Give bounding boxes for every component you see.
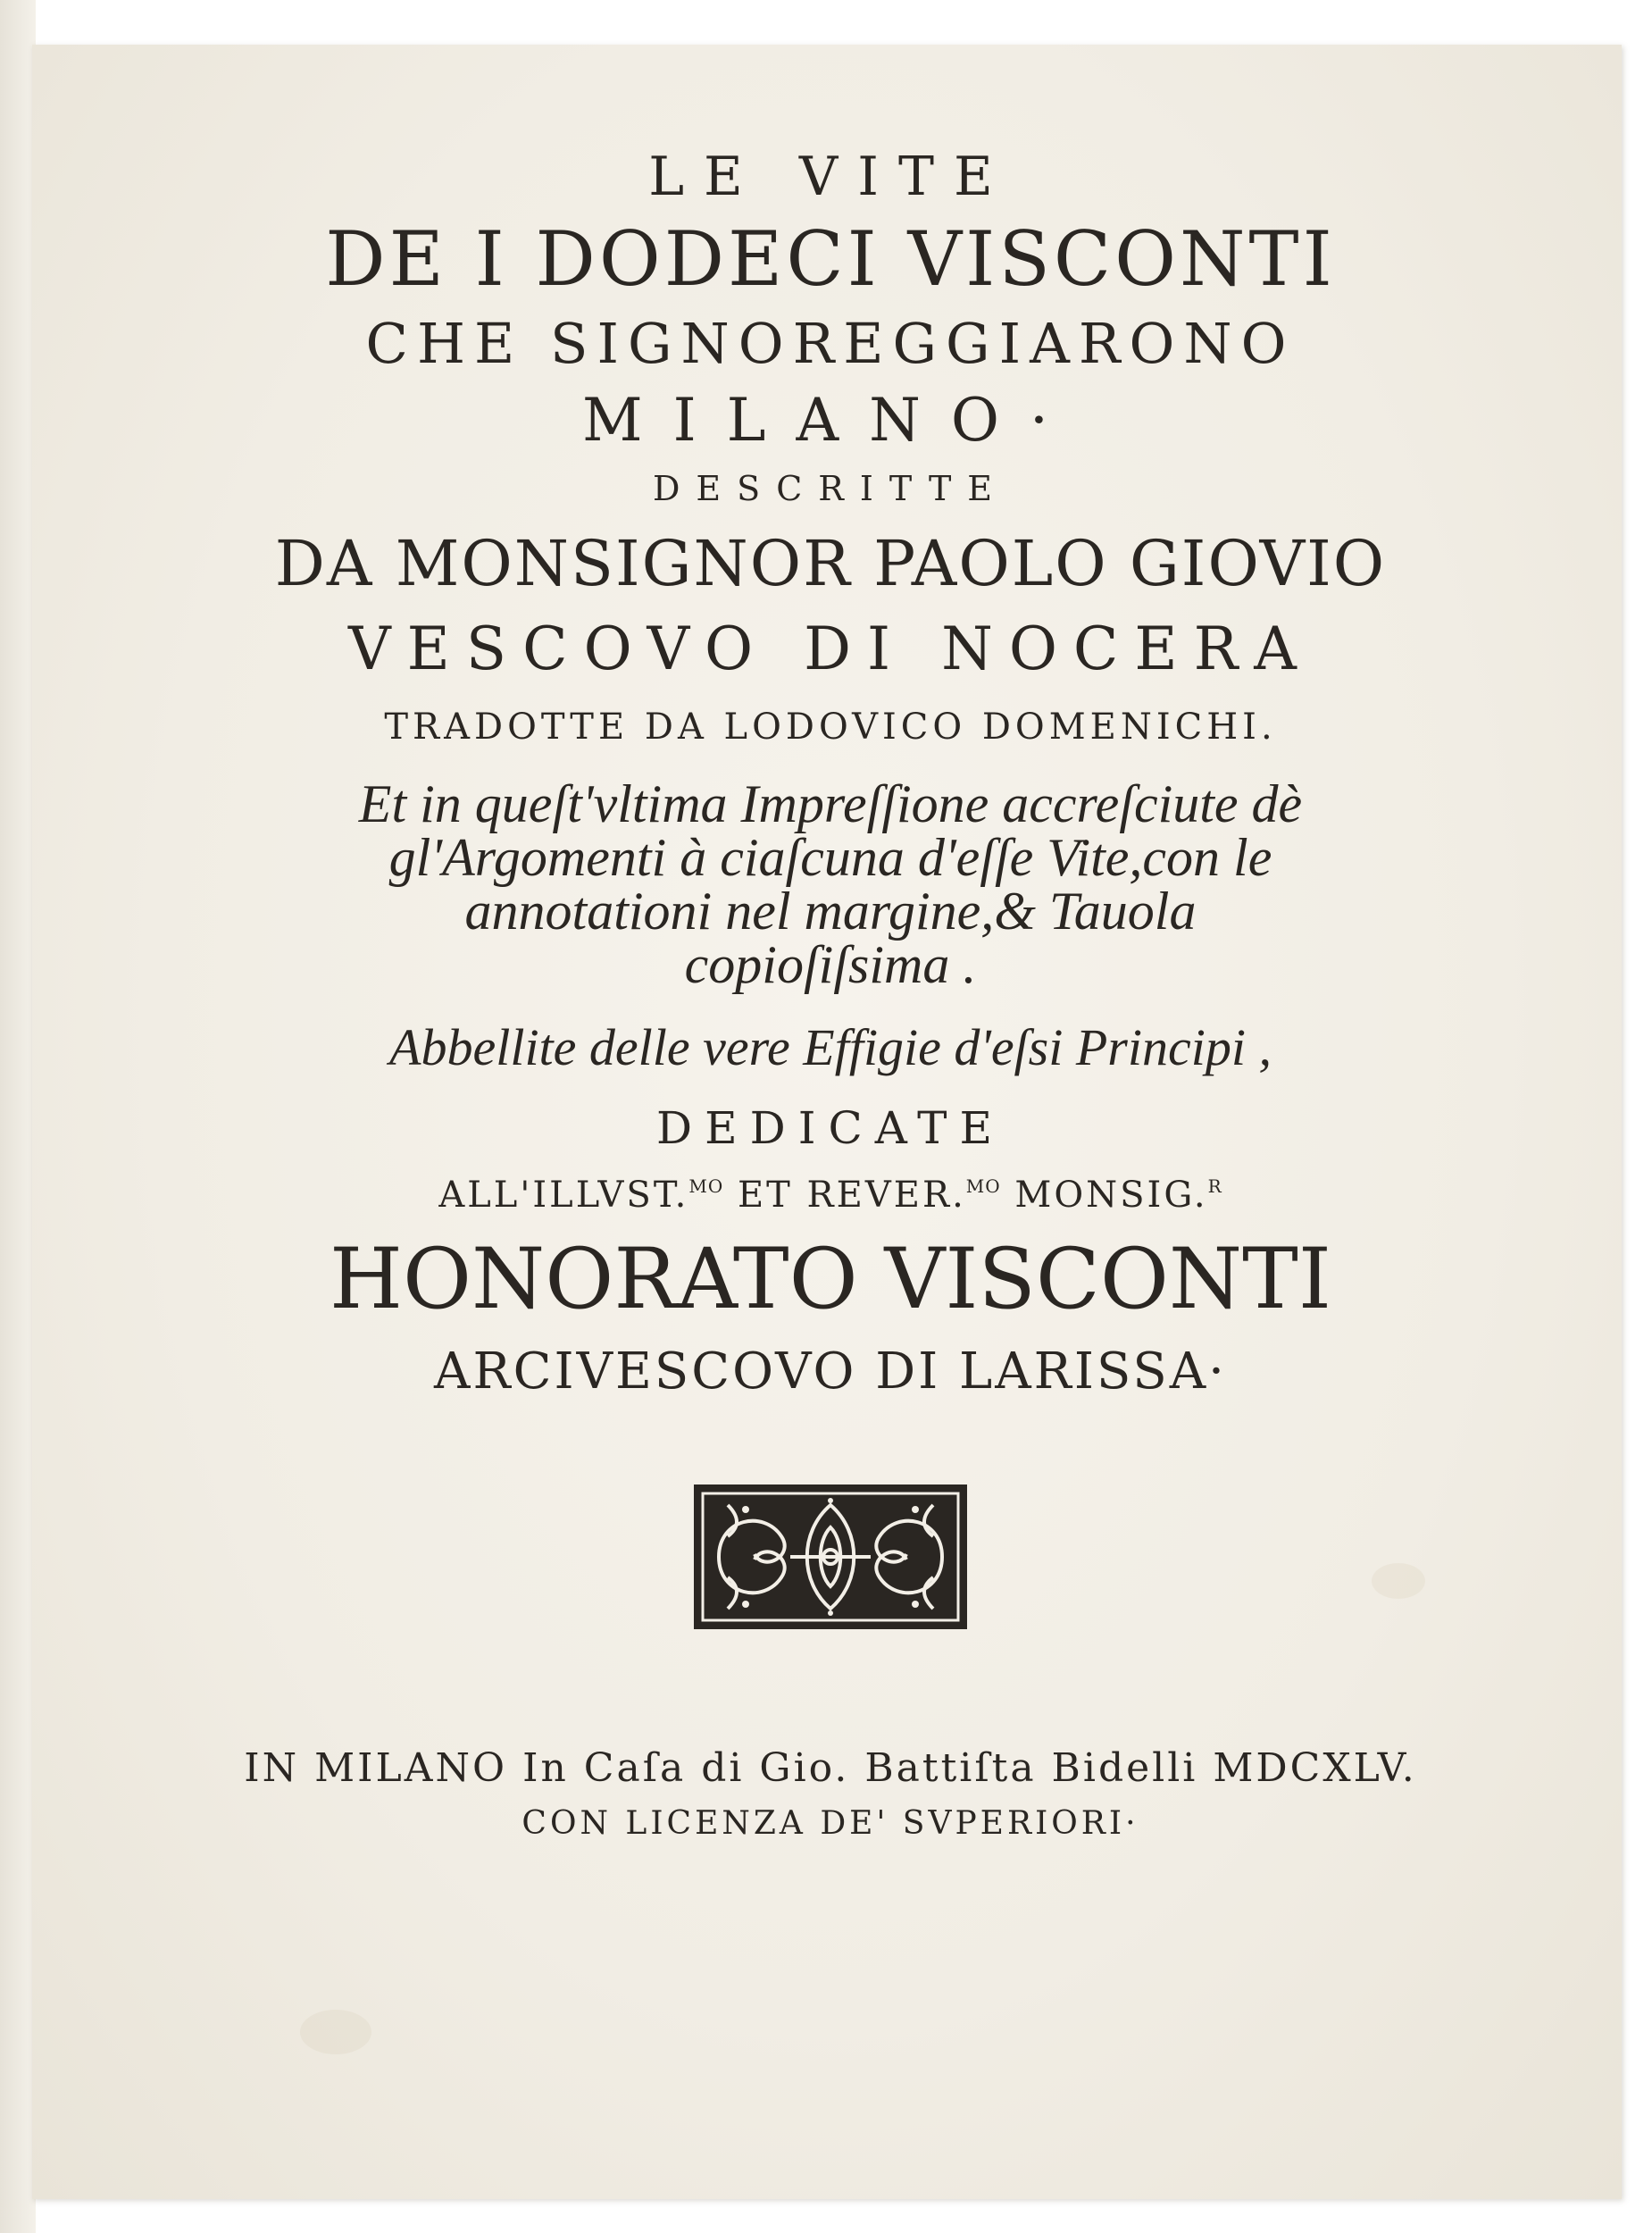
title-line-signoreggiarono: CHE SIGNOREGGIARONO	[365, 311, 1296, 376]
edition-note-line: annotationi nel margine,& Tauola	[464, 882, 1197, 941]
title-line-descritte: DESCRITTE	[652, 469, 1009, 508]
dedication-part: ALL'ILLVST.	[438, 1175, 689, 1216]
license-line: CON LICENZA DE' SVPERIORI·	[521, 1805, 1139, 1842]
dedication-part: MONSIG.	[1000, 1175, 1208, 1216]
translator-line: TRADOTTE DA LODOVICO DOMENICHI.	[384, 707, 1277, 748]
title-line-le-vite: LE VITE	[648, 146, 1013, 208]
printers-ornament-icon	[692, 1483, 969, 1631]
edition-note-line: Et in queſt'vltima Impreſſione accreſciute dè	[358, 774, 1303, 833]
paper-stain	[300, 2010, 371, 2054]
imprint-line: IN MILANO In Caſa di Gio. Battiſta Bidelli MDCXLV.	[244, 1745, 1417, 1791]
embellished-line: Abbellite delle vere Effigie d'eſsi Principi ,	[389, 1018, 1272, 1076]
dedicatee-title: ARCIVESCOVO DI LARISSA·	[434, 1342, 1227, 1401]
author-line: DA MONSIGNOR PAOLO GIOVIO	[274, 527, 1387, 600]
edition-note-line: copioſiſsima .	[684, 935, 977, 994]
dedicatee-name: HONORATO VISCONTI	[330, 1231, 1331, 1328]
dedication-superscript: MO	[965, 1175, 1001, 1197]
ornament-container	[89, 1483, 1572, 1643]
dedication-line	[89, 1175, 1572, 1216]
dedication-superscript: MO	[688, 1175, 724, 1197]
book-spine-edge	[0, 0, 36, 2233]
dedication-superscript: R	[1207, 1175, 1222, 1197]
title-line-dodeci-visconti: DE I DODECI VISCONTI	[325, 215, 1336, 303]
title-line-milano: MILANO·	[582, 386, 1079, 455]
title-page-text	[89, 134, 1572, 1840]
edition-note-block	[89, 774, 1572, 994]
dedicate-heading: DEDICATE	[656, 1102, 1005, 1154]
author-office-line: VESCOVO DI NOCERA	[348, 615, 1313, 683]
edition-note-line: gl'Argomenti à ciaſcuna d'eſſe Vite,con le	[388, 828, 1272, 887]
dedication-part: ET REVER.	[723, 1175, 966, 1216]
